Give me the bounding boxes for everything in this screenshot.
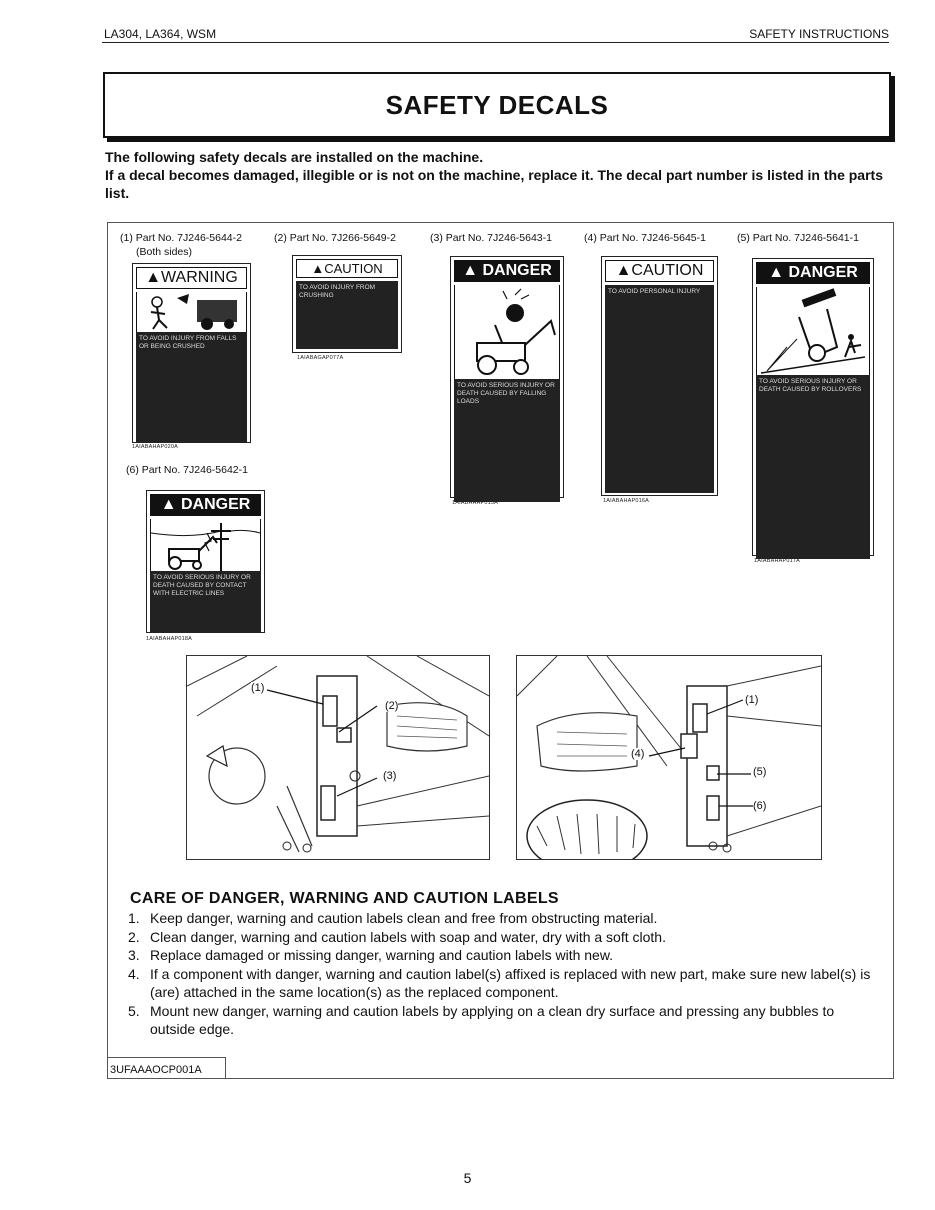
diagram-left-label-2: (2) xyxy=(385,700,399,712)
tractor-loader-icon xyxy=(455,285,559,379)
header-rule xyxy=(102,42,889,43)
care-item-2-text: Clean danger, warning and caution labels with soap and water, dry with a soft cloth. xyxy=(150,928,666,945)
warning-triangle-icon: ▲ xyxy=(615,262,632,279)
warning-triangle-icon: ▲ xyxy=(462,262,483,279)
decal-1-illustration xyxy=(136,292,247,332)
care-section-title: CARE OF DANGER, WARNING AND CAUTION LABELS xyxy=(130,890,559,907)
part-label-3: (3) Part No. 7J246-5643-1 xyxy=(430,232,552,244)
warning-triangle-icon: ▲ xyxy=(311,261,325,276)
diagram-left-label-3: (3) xyxy=(383,770,397,782)
decal-danger-falling-loads xyxy=(450,256,564,498)
decal-3-text: TO AVOID SERIOUS INJURY OR DEATH CAUSED BY FALLING LOADS xyxy=(454,379,560,502)
care-item-5-number: 5. xyxy=(128,1002,140,1019)
decal-6-code: 1AIABAHAP018A xyxy=(146,636,193,642)
diagram-right-label-5: (5) xyxy=(753,766,767,778)
part-label-1: (1) Part No. 7J246-5644-2 xyxy=(120,232,242,244)
tractor-right-side-diagram xyxy=(516,655,822,860)
care-item-2-number: 2. xyxy=(128,928,140,945)
decal-2-code: 1AIABAGAP077A xyxy=(297,355,344,361)
care-item-1-text: Keep danger, warning and caution labels clean and free from obstructing material. xyxy=(150,910,658,926)
warning-triangle-icon: ▲ xyxy=(160,496,181,513)
care-item-3-text: Replace damaged or missing danger, warning and caution labels with new. xyxy=(150,947,614,963)
care-item-4 xyxy=(128,965,873,1002)
decal-6-head: DANGER xyxy=(180,496,251,513)
care-item-3-number: 3. xyxy=(128,947,140,963)
decal-danger-electric-lines xyxy=(146,490,265,633)
page-title-box xyxy=(103,72,891,138)
warning-triangle-icon: ▲ xyxy=(145,269,162,286)
part-note-1: (Both sides) xyxy=(136,246,193,258)
decal-4-text: TO AVOID PERSONAL INJURY xyxy=(605,285,714,493)
decal-2-head: CAUTION xyxy=(324,261,383,276)
decal-caution-crushing xyxy=(292,255,402,353)
decal-2-text: TO AVOID INJURY FROM CRUSHING xyxy=(296,281,398,349)
page-number: 5 xyxy=(463,1170,472,1186)
decal-4-head: CAUTION xyxy=(631,262,704,279)
care-item-1-number: 1. xyxy=(128,910,140,926)
decal-caution-personal-injury xyxy=(601,256,718,496)
warning-triangle-icon: ▲ xyxy=(768,264,789,281)
diagram-right-label-6: (6) xyxy=(753,800,767,812)
decal-5-code: 1AIABAHAP017A xyxy=(754,558,801,564)
part-label-5: (5) Part No. 7J246-5641-1 xyxy=(737,232,859,244)
decal-6-text: TO AVOID SERIOUS INJURY OR DEATH CAUSED BY CONTACT WITH ELECTRIC LINES xyxy=(150,571,261,632)
tractor-left-diagram-illustration xyxy=(187,656,489,859)
page-title: SAFETY DECALS xyxy=(385,89,609,120)
intro-line-1: The following safety decals are installed on the machine. xyxy=(105,149,484,165)
care-item-5 xyxy=(128,1002,873,1039)
decal-3-illustration xyxy=(454,285,560,379)
intro-line-2: If a decal becomes damaged, illegible or is not on the machine, replace it. The decal part number is listed in the parts list. xyxy=(105,167,883,201)
intro-text xyxy=(105,148,895,202)
decal-5-illustration xyxy=(756,287,870,375)
decal-5-head: DANGER xyxy=(788,264,858,281)
decal-3-head: DANGER xyxy=(482,262,552,279)
header-model: LA304, LA364, WSM xyxy=(104,27,217,41)
care-item-1 xyxy=(128,909,873,928)
part-label-4: (4) Part No. 7J246-5645-1 xyxy=(584,232,706,244)
part-label-2: (2) Part No. 7J266-5649-2 xyxy=(274,232,396,244)
tractor-left-side-diagram xyxy=(186,655,490,860)
diagram-right-label-1: (1) xyxy=(745,694,759,706)
decal-warning-falls xyxy=(132,263,251,443)
decal-1-head: WARNING xyxy=(161,269,238,286)
person-falling-icon xyxy=(137,292,246,332)
care-list xyxy=(128,909,873,1039)
decal-5-text: TO AVOID SERIOUS INJURY OR DEATH CAUSED BY ROLLOVERS xyxy=(756,375,870,559)
tractor-rollover-icon xyxy=(757,287,869,375)
decal-4-code: 1AIABAHAP016A xyxy=(603,498,650,504)
part-label-6: (6) Part No. 7J246-5642-1 xyxy=(126,464,248,476)
decal-1-text: TO AVOID INJURY FROM FALLS OR BEING CRUSHED xyxy=(136,332,247,442)
tractor-right-diagram-illustration xyxy=(517,656,821,859)
reference-code: 3UFAAAOCP001A xyxy=(110,1064,202,1076)
header-section: SAFETY INSTRUCTIONS xyxy=(749,27,889,41)
decal-1-code: 1AIABAHAP020A xyxy=(132,444,179,450)
diagram-left-label-1: (1) xyxy=(251,682,265,694)
care-item-4-number: 4. xyxy=(128,965,140,982)
decal-danger-rollovers xyxy=(752,258,874,556)
diagram-right-label-4: (4) xyxy=(631,748,645,760)
care-item-2 xyxy=(128,928,873,947)
tractor-power-line-icon xyxy=(151,519,260,571)
care-item-3 xyxy=(128,946,873,965)
care-item-5-text: Mount new danger, warning and caution labels by applying on a clean dry surface and pressing any bubbles to outside edge. xyxy=(150,1002,835,1037)
decal-6-illustration xyxy=(150,519,261,571)
decal-3-code: 1AIABAHAP015A xyxy=(452,500,499,506)
care-item-4-text: If a component with danger, warning and caution label(s) affixed is replaced with new part, make sure new label(s) is (are) attached in the same location(s) as the replaced component. xyxy=(150,965,871,1000)
